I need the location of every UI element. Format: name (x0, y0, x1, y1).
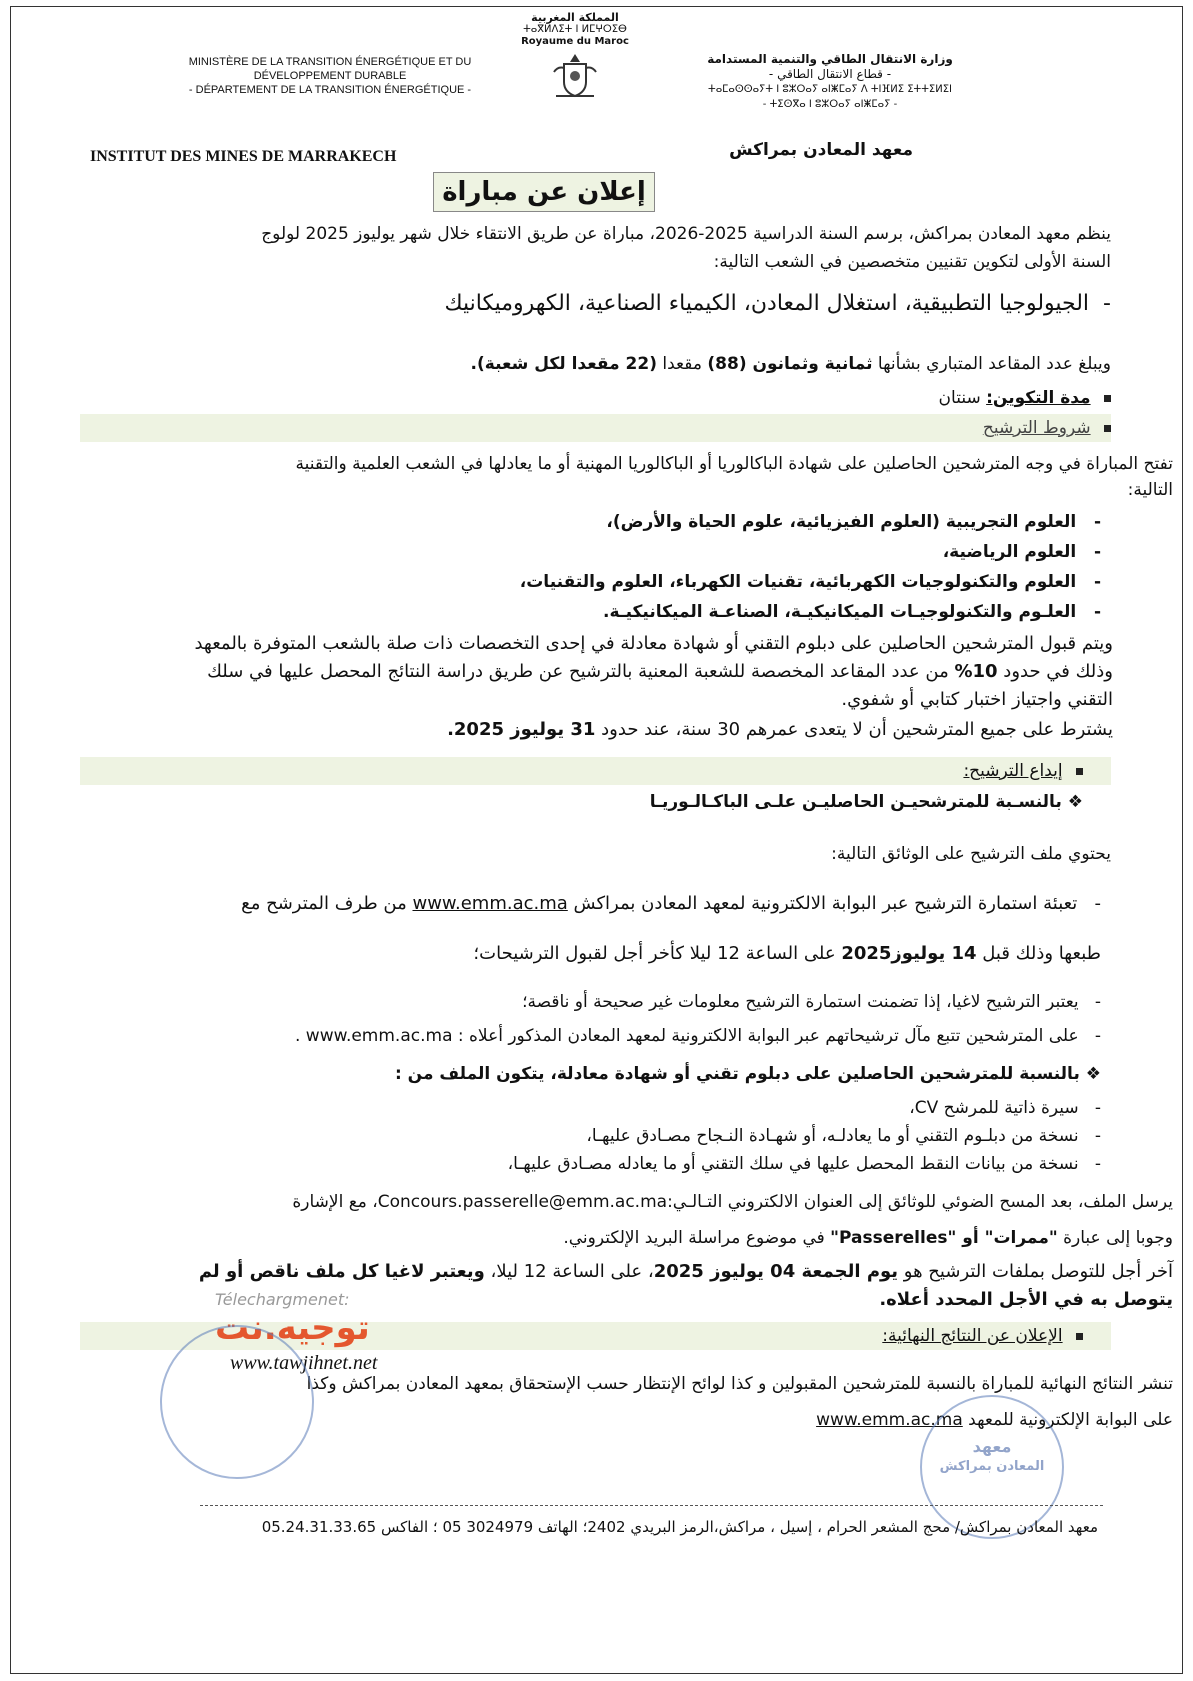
emblem-fr: Royaume du Maroc (521, 36, 629, 47)
item1c: طبعها وذلك قبل (982, 943, 1101, 964)
emblem-ar: المملكة المغربية (531, 11, 619, 24)
deadline-a: آخر أجل للتوصل بملفات الترشيح هو (903, 1261, 1173, 1282)
conditions-para-3: ويتم قبول المترشحين الحاصلين على دبلوم التقني أو شهادة معادلة في إحدى التخصصات ذات صلة بالشعب المتوفرة بالمعهد (194, 633, 1113, 654)
conditions-band (80, 414, 1111, 442)
portal-link-2[interactable]: www.emm.ac.ma . (294, 1026, 453, 1046)
deposit-heading-text: إيداع الترشيح: (963, 761, 1063, 781)
p4b: 10% (954, 661, 998, 682)
institute-name-fr: INSTITUT DES MINES DE MARRAKECH (90, 148, 397, 165)
send-line-1 (292, 1190, 1173, 1214)
ministry-ar-line-4: - ⵜⵉⵙⴳⴰ ⵏ ⵓⵣⵔⴰⵢ ⴰⵏⵥⵎⴰⵢ - (762, 99, 898, 110)
p4a: وذلك في حدود (1003, 661, 1113, 682)
dash-icon: - (1089, 291, 1111, 316)
results-link[interactable]: www.emm.ac.ma (816, 1410, 963, 1430)
branches-line (444, 292, 1111, 316)
square-bullet-icon (1104, 425, 1111, 432)
dip-item-text: سيرة ذاتية للمرشح CV، (909, 1098, 1079, 1118)
branches-text: الجيولوجيا التطبيقية، استغلال المعادن، الكيمياء الصناعية، الكهروميكانيك (444, 291, 1090, 316)
institute-stamp-left (160, 1325, 314, 1479)
condition-item-4: - العلـوم والتكنولوجيـات الميكانيكيـة، الصناعـة الميكانيكيـة. (603, 602, 1101, 622)
duration-label: مدة التكوين: (986, 388, 1091, 408)
deposit-item-3: - على المترشحين تتبع مآل ترشيحاتهم عبر البوابة الالكترونية لمعهد المعادن المذكور أعلاه : www.emm.ac.ma . (294, 1026, 1101, 1046)
results-para-1: تنشر النتائج النهائية للمباراة بالنسبة للمترشحين المقبولين و كذا لوائح الإنتظار حسب الإستحقاق بمعهد المعادن بمراكش وكذا (306, 1374, 1173, 1394)
deposit-item-2: - يعتبر الترشيح لاغيا، إذا تضمنت استمارة الترشيح معلومات غير صحيحة أو ناقصة؛ (522, 992, 1101, 1012)
page-title: إعلان عن مباراة (433, 172, 655, 212)
condition-item-text: العلـوم والتكنولوجيـات الميكانيكيـة، الصناعـة الميكانيكيـة. (603, 602, 1077, 622)
deadline-b: يوم الجمعة 04 يوليوز 2025 (653, 1261, 899, 1282)
ministry-line-3: - DÉPARTEMENT DE LA TRANSITION ÉNERGÉTIQUE - (188, 84, 472, 96)
send-email[interactable]: Concours.passerelle@emm.ac.ma (377, 1192, 668, 1212)
seats-a: ويبلغ عدد المقاعد المتباري بشأنها (877, 354, 1111, 374)
dip-item-3: - نسخة من بيانات النقط المحصل عليها في سلك التقني أو ما يعادله مصـادق عليهـا، (507, 1154, 1101, 1174)
deadline-line-2: يتوصل به في الأجل المحدد أعلاه. (879, 1289, 1173, 1310)
royal-emblem (515, 12, 635, 100)
conditions-heading-text: شروط الترشيح (982, 418, 1091, 438)
send-b: ، مع الإشارة (292, 1192, 378, 1212)
deadline-line-1 (199, 1260, 1173, 1284)
watermark-url: www.tawjihnet.net (230, 1352, 378, 1374)
conditions-para-5: التقني واجتياز اختبار كتابي أو شفوي. (841, 689, 1113, 710)
item1d: 14 يوليوز2025 (841, 943, 977, 964)
ministry-header-ar (650, 52, 1010, 112)
intro-para-2: السنة الأولى لتكوين تقنيين متخصصين في الشعب التالية: (713, 252, 1111, 272)
item1b: من طرف المترشح مع (241, 893, 407, 914)
watermark-label: Télechargmenet: (215, 1290, 350, 1309)
bac-heading-text: بالنسـبة للمترشحيـن الحاصليـن علـى الباكـالـوريـا (649, 792, 1062, 812)
item1e: على الساعة 12 ليلا كأخر أجل لقبول الترشيحات؛ (473, 943, 836, 964)
deposit-heading (963, 759, 1083, 783)
send-line-2 (563, 1226, 1173, 1250)
portal-link[interactable]: www.emm.ac.ma (412, 893, 568, 914)
conditions-para-2: التالية: (1127, 480, 1173, 500)
send-c: وجوبا إلى عبارة (1063, 1228, 1173, 1248)
ministry-ar-line-1: وزارة الانتقال الطاقي والتنمية المستدامة (707, 52, 953, 66)
dip-heading (395, 1062, 1101, 1086)
send-a: يرسل الملف، بعد المسح الضوئي للوثائق إلى العنوان الالكتروني التـالـي: (667, 1192, 1173, 1212)
coat-of-arms-icon (550, 52, 600, 100)
ministry-line-2: DÉVELOPPEMENT DURABLE (253, 70, 407, 82)
dip-heading-text: بالنسبة للمترشحين الحاصلين على دبلوم تقني أو شهادة معادلة، يتكون الملف من : (394, 1064, 1080, 1084)
condition-item-2: - العلوم الرياضية، (942, 542, 1101, 562)
p6b: 31 يوليوز 2025. (447, 719, 596, 740)
square-bullet-icon (1076, 1333, 1083, 1340)
results-heading-text: الإعلان عن النتائج النهائية: (882, 1326, 1063, 1346)
ministry-ar-line-3: ⵜⴰⵎⴰⵙⵙⴰⵢⵜ ⵏ ⵓⵣⵔⴰⵢ ⴰⵏⵥⵎⴰⵢ ⴷ ⵜⵏⴼⵍⵉ ⵉⵜⵜⵉⵍⵉⵏ (708, 84, 952, 95)
stamp-line-1: معهد (972, 1437, 1012, 1456)
conditions-heading (983, 416, 1111, 440)
square-bullet-icon (1104, 395, 1111, 402)
deposit-band (80, 757, 1111, 785)
diamond-bullet-icon: ❖ (1079, 1064, 1101, 1084)
duration-value: سنتان (938, 388, 981, 408)
ministry-line-1: MINISTÈRE DE LA TRANSITION ÉNERGÉTIQUE ET DU (188, 56, 472, 68)
condition-item-text: العلوم الرياضية، (942, 542, 1077, 562)
results-heading (882, 1324, 1083, 1348)
deposit-item-1: - تعبئة استمارة الترشيح عبر البوابة الالكترونية لمعهد المعادن بمراكش www.emm.ac.ma من طرف المترشح مع (241, 893, 1101, 914)
seats-d: (22 مقعدا لكل شعبة). (470, 354, 657, 374)
watermark-logo: توجيه.نت (215, 1308, 370, 1348)
send-e: في موضوع مراسلة البريد الإلكتروني. (563, 1228, 825, 1248)
ministry-ar-line-2: - قطاع الانتقال الطاقي - (768, 67, 892, 81)
dip-item-1: - سيرة ذاتية للمرشح CV، (909, 1098, 1101, 1118)
footer-divider (200, 1505, 1103, 1506)
seats-b: ثمانية وثمانون (88) (707, 354, 873, 374)
condition-item-text: العلوم التجريبية (العلوم الفيزيائية، علوم الحياة والأرض)، (606, 512, 1077, 532)
condition-item-1: - العلوم التجريبية (العلوم الفيزيائية، علوم الحياة والأرض)، (606, 512, 1101, 532)
dip-item-text: نسخة من دبلـوم التقني أو ما يعادلـه، أو شهـادة النـجاح مصـادق عليهـا، (586, 1126, 1079, 1146)
send-d: "ممرات" أو "Passerelles" (830, 1228, 1058, 1248)
conditions-para-1: تفتح المباراة في وجه المترشحين الحاصلين على شهادة الباكالوريا أو الباكالوريا المهنية أو ما يعادلها في الشعب العلمية والتقنية (295, 454, 1173, 474)
seats-line (471, 352, 1111, 376)
dip-item-2: - نسخة من دبلـوم التقني أو ما يعادلـه، أو شهـادة النـجاح مصـادق عليهـا، (586, 1126, 1101, 1146)
deadline-d: ويعتبر لاغيا كل ملف ناقص أو لم (198, 1261, 485, 1282)
conditions-para-4 (207, 660, 1113, 684)
seats-c: مقعدا (662, 354, 702, 374)
p4c: من عدد المقاعد المخصصة للشعبة المعنية بالترشيح عن طريق دراسة النتائج المحصل عليها في سلك (207, 661, 949, 682)
ministry-header-fr (150, 55, 510, 97)
p6a: يشترط على جميع المترشحين أن لا يتعدى عمرهم 30 سنة، عند حدود (601, 719, 1113, 740)
bac-heading (650, 790, 1083, 814)
intro-para-1: ينظم معهد المعادن بمراكش، برسم السنة الدراسية 2025-2026، مباراة عن طريق الانتقاء خلال شهر يوليوز 2025 لولوج (261, 224, 1111, 244)
deposit-item-1-cont (473, 942, 1101, 966)
emblem-tifinagh: ⵜⴰⴳⵍⴷⵉⵜ ⵏ ⵍⵎⵖⵔⵉⴱ (523, 24, 627, 35)
conditions-para-6 (447, 718, 1113, 742)
square-bullet-icon (1076, 768, 1083, 775)
item3a: على المترشحين تتبع مآل ترشيحاتهم عبر البوابة الالكترونية لمعهد المعادن المذكور أعلاه : (457, 1026, 1079, 1046)
condition-item-text: العلوم والتكنولوجيات الكهربائية، تقنيات الكهرباء، العلوم والتقنيات، (519, 572, 1077, 592)
item2: يعتبر الترشيح لاغيا، إذا تضمنت استمارة الترشيح معلومات غير صحيحة أو ناقصة؛ (522, 992, 1079, 1012)
deadline-c: ، على الساعة 12 ليلا، (490, 1261, 654, 1282)
duration-line (939, 386, 1111, 410)
deposit-contains: يحتوي ملف الترشيح على الوثائق التالية: (831, 844, 1111, 864)
condition-item-3: - العلوم والتكنولوجيات الكهربائية، تقنيات الكهرباء، العلوم والتقنيات، (519, 572, 1101, 592)
footer-address: معهد المعادن بمراكش/ محج المشعر الحرام ، إسيل ، مراكش،الرمز البريدي 2402؛ الهاتف 3024979 05 ؛ الفاكس 05.24.31.33.65 (261, 1518, 1098, 1536)
item1a: تعبئة استمارة الترشيح عبر البوابة الالكترونية لمعهد المعادن بمراكش (573, 893, 1078, 914)
results-p2a: على البوابة الإلكترونية للمعهد (968, 1410, 1173, 1430)
dip-item-text: نسخة من بيانات النقط المحصل عليها في سلك التقني أو ما يعادله مصـادق عليهـا، (507, 1154, 1079, 1174)
institute-name-ar: معهد المعادن بمراكش (729, 140, 913, 160)
diamond-bullet-icon: ❖ (1061, 792, 1083, 812)
stamp-line-2: المعادن بمراكش (939, 1459, 1045, 1474)
